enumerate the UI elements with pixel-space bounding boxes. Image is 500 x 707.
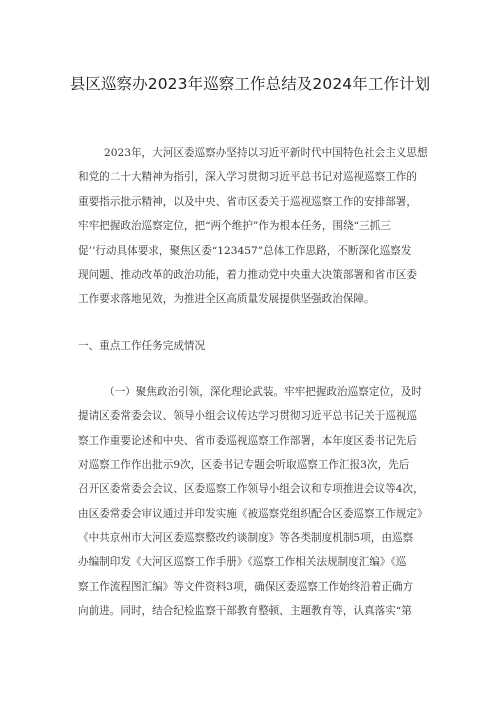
body-line: 《中共京州市大河区委巡察整改约谈制度》等各类制度机制5项，由巡察 — [78, 532, 414, 544]
body-line: 由区委常委会审议通过并印发实施《被巡察党组织配合区委巡察工作规定》 — [78, 508, 428, 520]
body-line: 对巡察工作作出批示9次，区委书记专题会听取巡察工作汇报3次，先后 — [78, 459, 410, 471]
document-title: 县区巡察办2023年巡察工作总结及2024年工作计划 — [69, 75, 431, 93]
intro-line: 牢牢把握政治巡察定位，把“两个维护”作为根本任务，围绕“三抓三 — [78, 220, 391, 232]
body-line: 察工作流程图汇编》等文件资料3项，确保区委巡察工作始终沿着正确方 — [78, 581, 414, 593]
section-heading: 一、重点工作任务完成情况 — [78, 340, 206, 352]
body-line: 察工作重要论述和中央、省市委巡视巡察工作部署，本年度区委书记先后 — [78, 435, 417, 447]
intro-line: 促’’行动具体要求，聚焦区委“123457”总体工作思路，不断深化巡察发 — [78, 245, 412, 257]
body-line: 召开区委常委会会议、区委巡察工作领导小组会议和专项推进会议等4次， — [78, 483, 424, 495]
intro-line: 2023年，大河区委巡察办坚持以习近平新时代中国特色社会主义思想 — [104, 147, 428, 159]
body-line: 提请区委常委会议、领导小组会议传达学习贯彻习近平总书记关于巡视巡 — [78, 410, 417, 422]
body-line: 办编制印发《大河区巡察工作手册》《巡察工作相关法规制度汇编》《巡 — [78, 556, 407, 568]
intro-line: 现问题、推动改革的政治功能，着力推动党中央重大决策部署和省市区委 — [78, 269, 417, 281]
body-line: 向前进。同时，结合纪检监察干部教育整顿、主题教育等，认真落实“第 — [78, 605, 412, 617]
intro-line: 工作要求落地见效，为推进全区高质量发展提供坚强政治保障。 — [78, 293, 375, 305]
intro-line: 重要指示批示精神，以及中央、省市区委关于巡视巡察工作的安排部署， — [78, 196, 417, 208]
body-line: （一）聚焦政治引领，深化理论武装。牢牢把握政治巡察定位，及时 — [104, 386, 422, 398]
intro-line: 和党的二十大精神为指引，深入学习贯彻习近平总书记对巡视巡察工作的 — [78, 171, 417, 183]
